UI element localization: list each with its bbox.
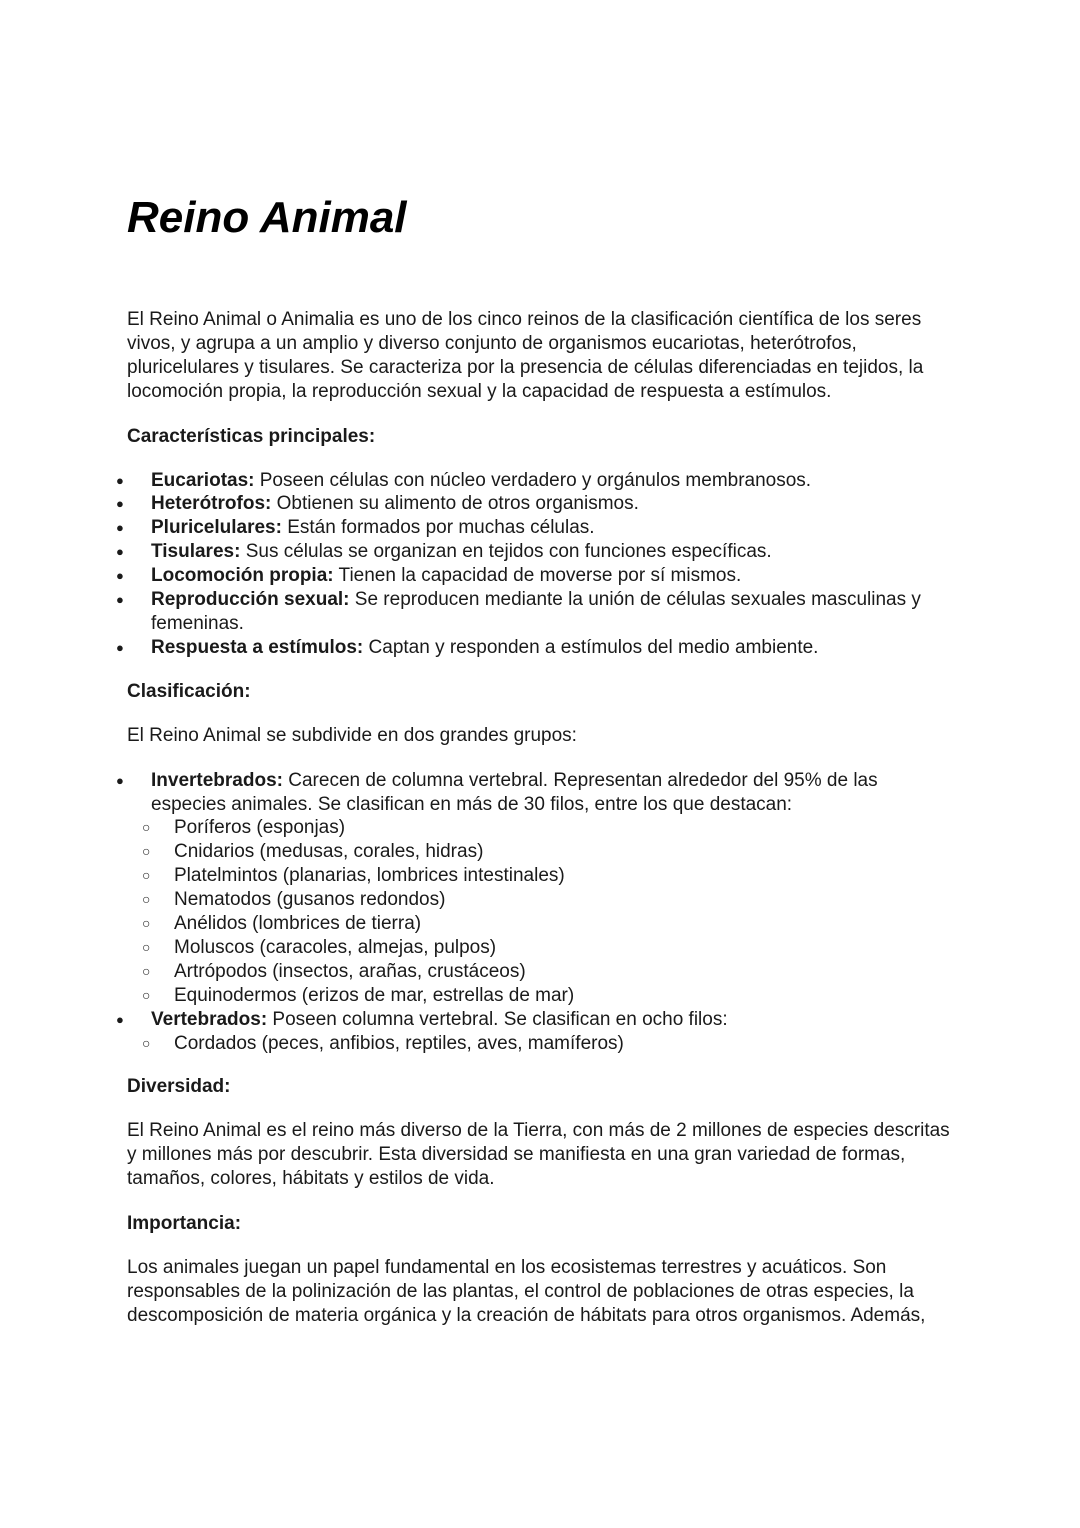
item-term: Vertebrados: [151, 1008, 268, 1030]
item-text: Captan y responden a estímulos del medio ambiente. [363, 636, 819, 658]
list-item [127, 540, 957, 564]
item-text: Poseen células con núcleo verdadero y orgánulos membranosos. [254, 469, 812, 491]
item-term: Heterótrofos: [151, 493, 272, 515]
heading-clasificacion: Clasificación: [127, 680, 251, 702]
sublist-item: ○ Equinodermos (erizos de mar, estrellas de mar) [150, 984, 957, 1008]
item-term: Pluricelulares: [151, 517, 282, 539]
list-item-invertebrados [127, 769, 957, 817]
invertebrados-sublist [127, 816, 957, 1007]
sublist-item: ○ Cordados (peces, anfibios, reptiles, aves, mamíferos) [150, 1032, 957, 1056]
sublist-container [127, 1032, 957, 1056]
list-item [127, 588, 957, 636]
item-term: Eucariotas: [151, 469, 255, 491]
list-item [127, 516, 957, 540]
item-text: Se reproducen mediante la unión de células sexuales masculinas y femeninas. [151, 589, 921, 634]
document-title: Reino Animal [127, 193, 407, 242]
clasificacion-intro: El Reino Animal se subdivide en dos grandes grupos: [127, 724, 577, 746]
list-item [127, 564, 957, 588]
sublist-item: ○ Platelmintos (planarias, lombrices intestinales) [150, 864, 957, 888]
item-text: Poseen columna vertebral. Se clasifican en ocho filos: [267, 1008, 728, 1030]
heading-caracteristicas: Características principales: [127, 425, 376, 447]
item-term: Tisulares: [151, 541, 241, 563]
item-text: Tienen la capacidad de moverse por sí mismos. [333, 565, 742, 587]
diversidad-paragraph: El Reino Animal es el reino más diverso de la Tierra, con más de 2 millones de especies descritas y millones más por descubrir. Esta diversidad se manifiesta en una gran variedad de formas, tamaños, colores, hábitats y estilos de vida. [127, 1120, 950, 1190]
list-item [127, 469, 957, 493]
heading-importancia: Importancia: [127, 1213, 242, 1235]
intro-paragraph: El Reino Animal o Animalia es uno de los cinco reinos de la clasificación científica de los seres vivos, y agrupa a un amplio y diverso conjunto de organismos eucariotas, heterótrofos, pluricelulares y tisulares. Se caracteriza por la presencia de células diferenciadas en tejidos, la locomoción propia, la reproducción sexual y la capacidad de respuesta a estímulos. [127, 309, 924, 402]
list-item [127, 492, 957, 516]
item-text: Están formados por muchas células. [281, 517, 595, 539]
item-term: Reproducción sexual: [151, 589, 350, 611]
item-text: Carecen de columna vertebral. Representan alrededor del 95% de las especies animales. Se clasifican en más de 30 filos, entre los que destacan: [151, 769, 878, 815]
importancia-paragraph: Los animales juegan un papel fundamental en los ecosistemas terrestres y acuáticos. Son responsables de la polinización de las plantas, el control de poblaciones de otras especies, la descomposición de materia orgánica y la creación de hábitats para otros organismos. Además, [127, 1257, 926, 1326]
sublist-item: ○ Anélidos (lombrices de tierra) [150, 912, 957, 936]
caracteristicas-list [127, 469, 957, 660]
clasificacion-list [127, 769, 957, 1056]
item-term: Locomoción propia: [151, 565, 334, 587]
list-item [127, 636, 957, 660]
item-text: Obtienen su alimento de otros organismos. [271, 493, 639, 515]
vertebrados-sublist [127, 1032, 957, 1056]
sublist-item: ○ Artrópodos (insectos, arañas, crustáceos) [150, 960, 957, 984]
list-item-vertebrados [127, 1008, 957, 1032]
item-term: Invertebrados: [151, 769, 283, 791]
sublist-container [127, 816, 957, 1007]
heading-diversidad: Diversidad: [127, 1076, 231, 1098]
item-text: Sus células se organizan en tejidos con funciones específicas. [240, 541, 772, 563]
sublist-item: ○ Cnidarios (medusas, corales, hidras) [150, 840, 957, 864]
item-term: Respuesta a estímulos: [151, 636, 364, 658]
document-body [127, 308, 957, 1349]
sublist-item: ○ Poríferos (esponjas) [150, 816, 957, 840]
sublist-item: ○ Moluscos (caracoles, almejas, pulpos) [150, 936, 957, 960]
sublist-item: ○ Nematodos (gusanos redondos) [150, 888, 957, 912]
